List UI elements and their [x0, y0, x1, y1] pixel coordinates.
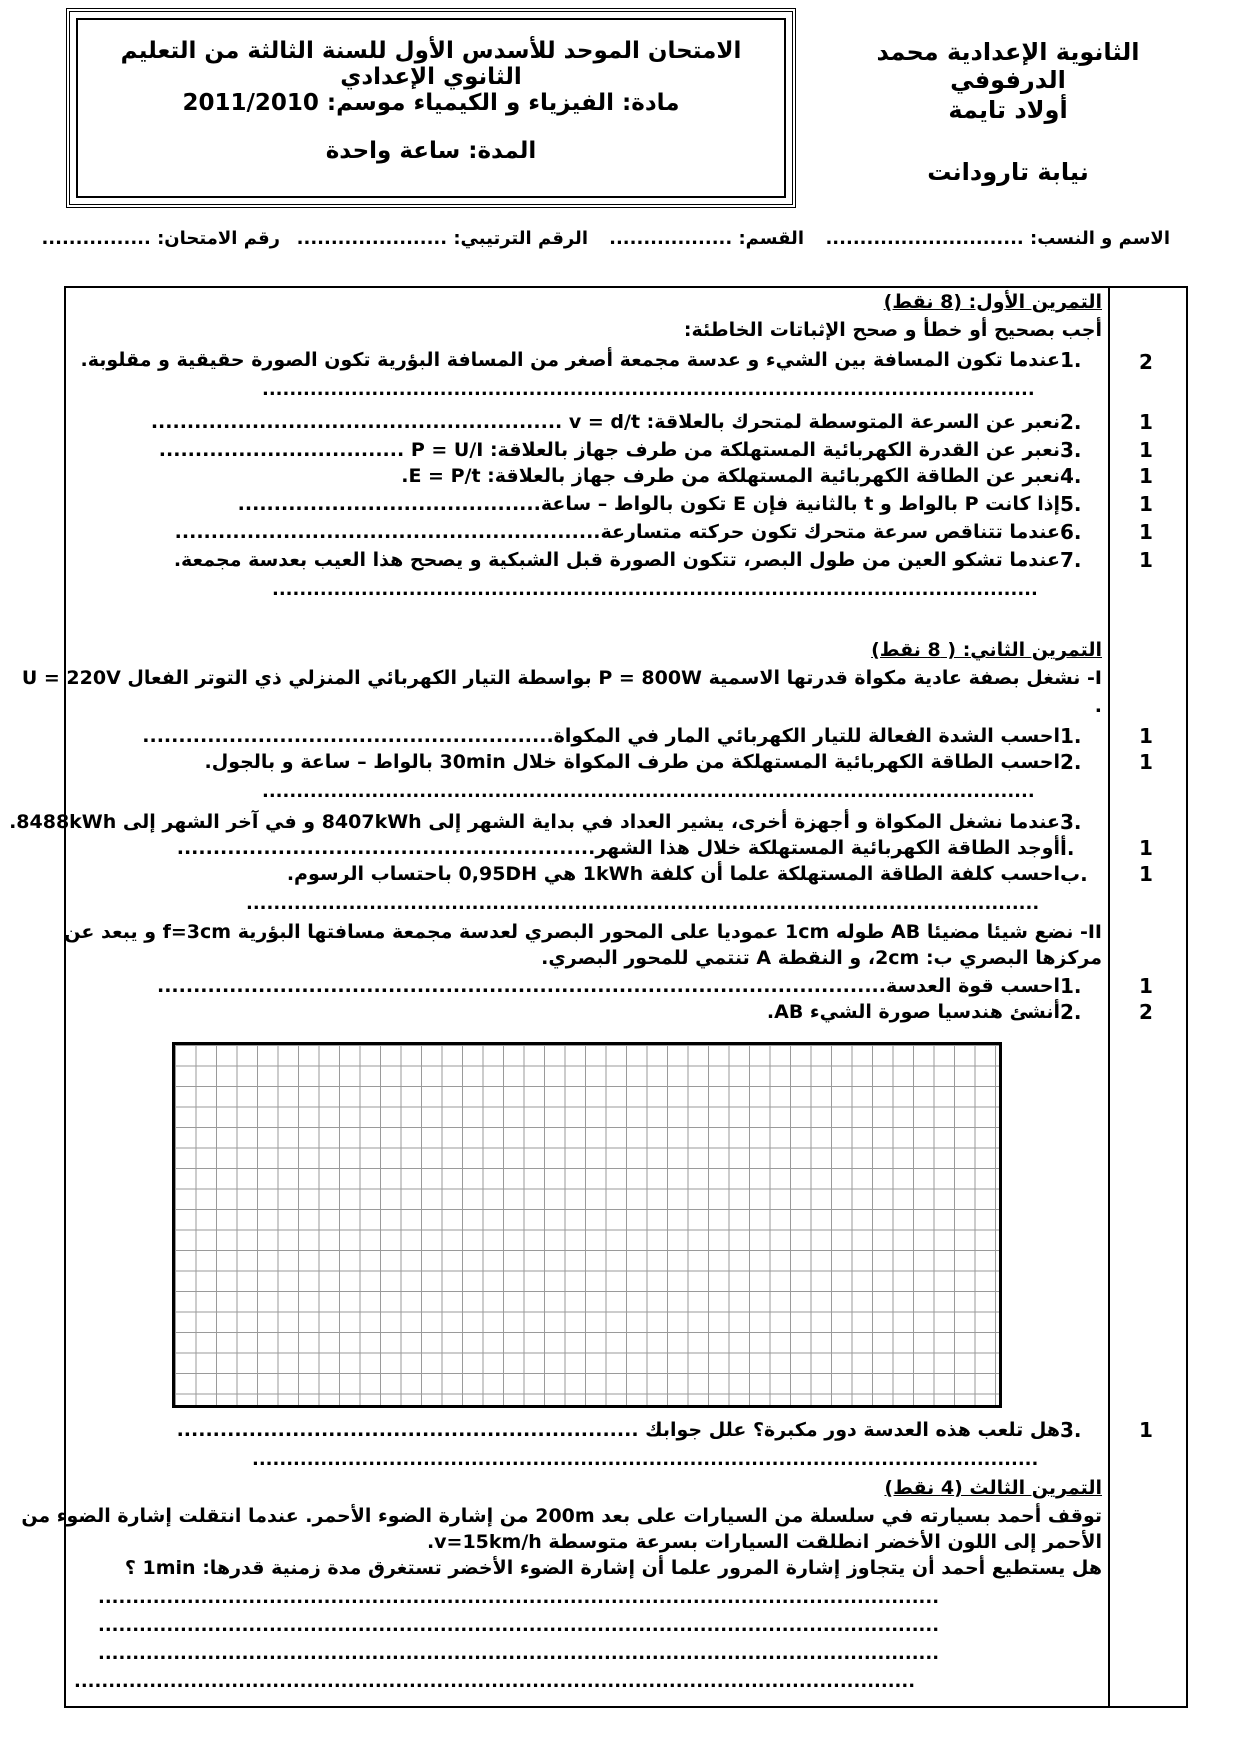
score-column-divider — [1108, 286, 1110, 1708]
ex2-item-1-num: 1. — [1060, 724, 1082, 748]
ex1-item-1: عندما تكون المسافة بين الشيء و عدسة مجمعة أصغر من المسافة البؤرية تكون الصورة حقيقية و مقلوبة. — [80, 349, 1060, 371]
answer-line[interactable]: ........................................................................................................................... — [98, 1615, 940, 1636]
stray-period: . — [1094, 695, 1102, 717]
ex1-item-4-num: 4. — [1060, 464, 1082, 488]
ex2-item-3b: احسب كلفة الطاقة المستهلكة علما أن كلفة 1kWh هي 0,95DH باحتساب الرسوم. — [286, 863, 1060, 885]
ex2-partII-item-3-score: 1 — [1139, 1418, 1153, 1442]
answer-line[interactable]: ........................................................................................................................... — [98, 1643, 940, 1664]
school-province: نيابة تارودانت — [927, 158, 1089, 186]
ex2-partII-item-3-num: 3. — [1060, 1418, 1082, 1442]
ex1-item-6-num: 6. — [1060, 520, 1082, 544]
ex1-item-1-num: 1. — [1060, 348, 1082, 372]
ex1-item-7-score: 1 — [1139, 548, 1153, 572]
exercise-3-line-1: توقف أحمد بسيارته في سلسلة من السيارات على بعد 200m من إشارة الضوء الأحمر. عندما انتقلت إشارة الضوء من — [21, 1505, 1102, 1527]
ex2-partII-item-2: أنشئ هندسيا صورة الشيء AB. — [766, 1001, 1060, 1023]
answer-line[interactable]: ................................................................................................................. — [262, 379, 1035, 400]
ex1-item-4-score: 1 — [1139, 464, 1153, 488]
ex1-item-3-num: 3. — [1060, 438, 1082, 462]
ex2-item-3b-num: ب. — [1060, 862, 1088, 886]
ex2-partII-item-2-score: 2 — [1139, 1000, 1153, 1024]
subject-season: مادة: الفيزياء و الكيمياء موسم: 2011/2010 — [182, 90, 680, 116]
ex1-item-4: نعبر عن الطاقة الكهربائية المستهلكة من طرف جهاز بالعلاقة: E = P/t. — [401, 465, 1060, 487]
exercise-3-title: التمرين الثالث (4 نقط) — [884, 1477, 1102, 1499]
student-name-field[interactable]: الاسم و النسب: ............................. — [825, 228, 1170, 249]
ex1-item-2-score: 1 — [1139, 410, 1153, 434]
ex1-item-3-score: 1 — [1139, 438, 1153, 462]
exam-title: الامتحان الموحد للأسدس الأول للسنة الثالثة من التعليم الثانوي الإعدادي — [120, 38, 742, 90]
ex2-partII-item-1-num: 1. — [1060, 974, 1082, 998]
answer-line[interactable]: ................................................................................................................. — [262, 781, 1035, 802]
exercise-1-title: التمرين الأول: (8 نقط) — [883, 291, 1102, 313]
rank-field[interactable]: الرقم الترتيبي: ...................... — [296, 228, 588, 249]
ex2-partII-item-2-num: 2. — [1060, 1000, 1082, 1024]
ex2-partII-item-1: احسب قوة العدسة..................................................................................................... — [156, 975, 1060, 997]
answer-line[interactable]: ................................................................................................................... — [252, 1449, 1039, 1470]
exercise-2-part2-intro-1: II- نضع شيئا مضيئا AB طوله 1cm عموديا على المحور البصري لعدسة مجمعة مسافتها البؤرية f=3cm و يبعد عن — [64, 921, 1102, 943]
ex2-item-2-num: 2. — [1060, 750, 1082, 774]
ex1-item-5-score: 1 — [1139, 492, 1153, 516]
exam-title-box — [66, 8, 796, 208]
ex2-item-2: احسب الطاقة الكهربائية المستهلكة من طرف المكواة خلال 30min بالواط – ساعة و بالجول. — [204, 751, 1060, 773]
ex2-item-3-num: 3. — [1060, 810, 1082, 834]
exercise-2-part2-intro-2: مركزها البصري ب: 2cm، و النقطة A تنتمي للمحور البصري. — [541, 947, 1102, 969]
ex2-item-1: احسب الشدة الفعالة للتيار الكهربائي المار في المكواة......................................................... — [142, 725, 1060, 747]
ex2-item-3a-score: 1 — [1139, 836, 1153, 860]
ex2-partII-item-1-score: 1 — [1139, 974, 1153, 998]
exercise-3-question: هل يستطيع أحمد أن يتجاوز إشارة المرور علما أن إشارة الضوء الأخضر تستغرق مدة زمنية قدرها: 1min ؟ — [124, 1557, 1102, 1579]
exercise-2-title: التمرين الثاني: ( 8 نقط) — [871, 639, 1102, 661]
ex1-item-5: إذا كانت P بالواط و t بالثانية فإن E تكون بالواط – ساعة.......................................... — [237, 493, 1060, 515]
ex1-item-2: نعبر عن السرعة المتوسطة لمتحرك بالعلاقة: v = d/t ......................................................... — [150, 411, 1060, 433]
answer-line[interactable]: ........................................................................................................................... — [74, 1671, 916, 1692]
ex2-item-1-score: 1 — [1139, 724, 1153, 748]
exam-number-field[interactable]: رقم الامتحان: ................ — [41, 228, 280, 249]
exercise-2-part1-intro: I- نشغل بصفة عادية مكواة قدرتها الاسمية P = 800W بواسطة التيار الكهربائي المنزلي ذي التوتر الفعال U = 220V — [21, 667, 1102, 689]
ex2-item-3a-num: أ. — [1060, 836, 1075, 860]
ex2-item-3b-score: 1 — [1139, 862, 1153, 886]
ex1-item-7-num: 7. — [1060, 548, 1082, 572]
ex1-item-1-score: 2 — [1139, 350, 1153, 374]
answer-line[interactable]: ........................................................................................................................... — [98, 1587, 940, 1608]
ex1-item-2-num: 2. — [1060, 410, 1082, 434]
answer-line[interactable]: ................................................................................................................ — [272, 579, 1038, 600]
ex2-item-3a: أوجد الطاقة الكهربائية المستهلكة خلال هذا الشهر.......................................................... — [176, 837, 1060, 859]
ex2-item-2-score: 1 — [1139, 750, 1153, 774]
ex2-item-3: عندما نشغل المكواة و أجهزة أخرى، يشير العداد في بداية الشهر إلى 8407kWh و في آخر الشهر إلى 8488kWh. — [9, 811, 1060, 833]
exercise-3-line-2: الأحمر إلى اللون الأخضر انطلقت السيارات بسرعة متوسطة v=15km/h. — [426, 1531, 1102, 1553]
school-name: الثانوية الإعدادية محمد الدرفوفي — [876, 38, 1140, 94]
ex1-item-6-score: 1 — [1139, 520, 1153, 544]
exercise-1-instruction: أجب بصحيح أو خطأ و صحح الإثباتات الخاطئة: — [683, 319, 1102, 341]
answer-line[interactable]: .................................................................................................................... — [246, 893, 1040, 914]
class-field[interactable]: القسم: .................. — [609, 228, 804, 249]
school-town: أولاد تايمة — [948, 96, 1068, 124]
graph-paper-construction-area[interactable] — [172, 1042, 1002, 1408]
ex1-item-5-num: 5. — [1060, 492, 1082, 516]
exam-duration: المدة: ساعة واحدة — [325, 138, 537, 164]
ex1-item-6: عندما تتناقص سرعة متحرك تكون حركته متسارعة........................................................... — [174, 521, 1060, 543]
ex2-partII-item-3: هل تلعب هذه العدسة دور مكبرة؟ علل جوابك ................................................................ — [176, 1419, 1060, 1441]
ex1-item-7: عندما تشكو العين من طول البصر، تتكون الصورة قبل الشبكية و يصحح هذا العيب بعدسة مجمعة. — [173, 549, 1060, 571]
ex1-item-3: نعبر عن القدرة الكهربائية المستهلكة من طرف جهاز بالعلاقة: P = U/I .................................. — [158, 439, 1060, 461]
